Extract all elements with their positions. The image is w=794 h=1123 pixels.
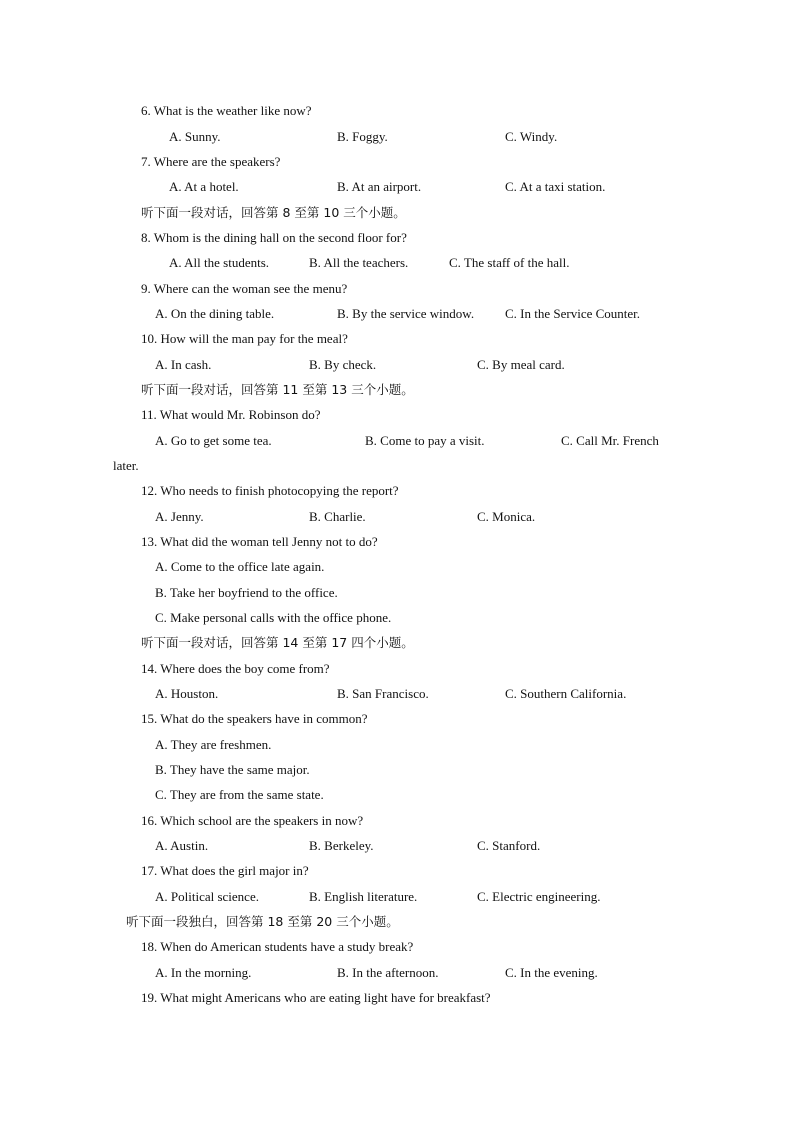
- section-instruction-4: 听下面一段独白，回答第 18 至第 20 三个小题。: [126, 914, 399, 929]
- question-19: 19. What might Americans who are eating light have for breakfast?: [141, 990, 491, 1005]
- option-16c: C. Stanford.: [477, 838, 541, 853]
- option-14a: A. Houston.: [155, 686, 219, 701]
- option-7a: A. At a hotel.: [169, 179, 239, 194]
- question-18: 18. When do American students have a study break?: [141, 939, 414, 954]
- option-15c: C. They are from the same state.: [155, 787, 324, 802]
- option-7c: C. At a taxi station.: [505, 179, 606, 194]
- question-10: 10. How will the man pay for the meal?: [141, 331, 348, 346]
- option-17c: C. Electric engineering.: [477, 889, 601, 904]
- option-16a: A. Austin.: [155, 838, 209, 853]
- question-8: 8. Whom is the dining hall on the second floor for?: [141, 230, 407, 245]
- option-8b: B. All the teachers.: [309, 255, 409, 270]
- option-6c: C. Windy.: [505, 129, 558, 144]
- option-17b: B. English literature.: [309, 889, 418, 904]
- option-18c: C. In the evening.: [505, 965, 598, 980]
- question-16: 16. Which school are the speakers in now?: [141, 813, 364, 828]
- question-9: 9. Where can the woman see the menu?: [141, 281, 348, 296]
- question-14: 14. Where does the boy come from?: [141, 661, 330, 676]
- option-10a: A. In cash.: [155, 357, 212, 372]
- section-instruction-2: 听下面一段对话，回答第 11 至第 13 三个小题。: [141, 382, 414, 397]
- option-17a: A. Political science.: [155, 889, 259, 904]
- option-15a: A. They are freshmen.: [155, 737, 272, 752]
- section-instruction-3: 听下面一段对话，回答第 14 至第 17 四个小题。: [141, 635, 414, 650]
- option-9c: C. In the Service Counter.: [505, 306, 641, 321]
- option-12a: A. Jenny.: [155, 509, 204, 524]
- option-6a: A. Sunny.: [169, 129, 221, 144]
- option-16b: B. Berkeley.: [309, 838, 374, 853]
- option-11c: C. Call Mr. French: [561, 433, 659, 448]
- question-12: 12. Who needs to finish photocopying the report?: [141, 483, 399, 498]
- option-13c: C. Make personal calls with the office phone.: [155, 610, 392, 625]
- option-11b: B. Come to pay a visit.: [365, 433, 485, 448]
- option-12b: B. Charlie.: [309, 509, 366, 524]
- option-8c: C. The staff of the hall.: [449, 255, 570, 270]
- option-13b: B. Take her boyfriend to the office.: [155, 585, 338, 600]
- option-12c: C. Monica.: [477, 509, 536, 524]
- section-instruction-1: 听下面一段对话，回答第 8 至第 10 三个小题。: [141, 205, 406, 220]
- option-11a: A. Go to get some tea.: [155, 433, 272, 448]
- question-13: 13. What did the woman tell Jenny not to do?: [141, 534, 378, 549]
- option-10b: B. By check.: [309, 357, 377, 372]
- option-8a: A. All the students.: [169, 255, 270, 270]
- option-15b: B. They have the same major.: [155, 762, 310, 777]
- option-14c: C. Southern California.: [505, 686, 627, 701]
- option-9a: A. On the dining table.: [155, 306, 275, 321]
- option-18a: A. In the morning.: [155, 965, 252, 980]
- question-6: 6. What is the weather like now?: [141, 103, 312, 118]
- option-11c-continuation: later.: [113, 458, 139, 473]
- option-10c: C. By meal card.: [477, 357, 565, 372]
- option-14b: B. San Francisco.: [337, 686, 429, 701]
- question-15: 15. What do the speakers have in common?: [141, 711, 368, 726]
- option-6b: B. Foggy.: [337, 129, 388, 144]
- option-13a: A. Come to the office late again.: [155, 559, 325, 574]
- option-18b: B. In the afternoon.: [337, 965, 439, 980]
- question-7: 7. Where are the speakers?: [141, 154, 281, 169]
- option-7b: B. At an airport.: [337, 179, 422, 194]
- option-9b: B. By the service window.: [337, 306, 475, 321]
- question-11: 11. What would Mr. Robinson do?: [141, 407, 321, 422]
- question-17: 17. What does the girl major in?: [141, 863, 309, 878]
